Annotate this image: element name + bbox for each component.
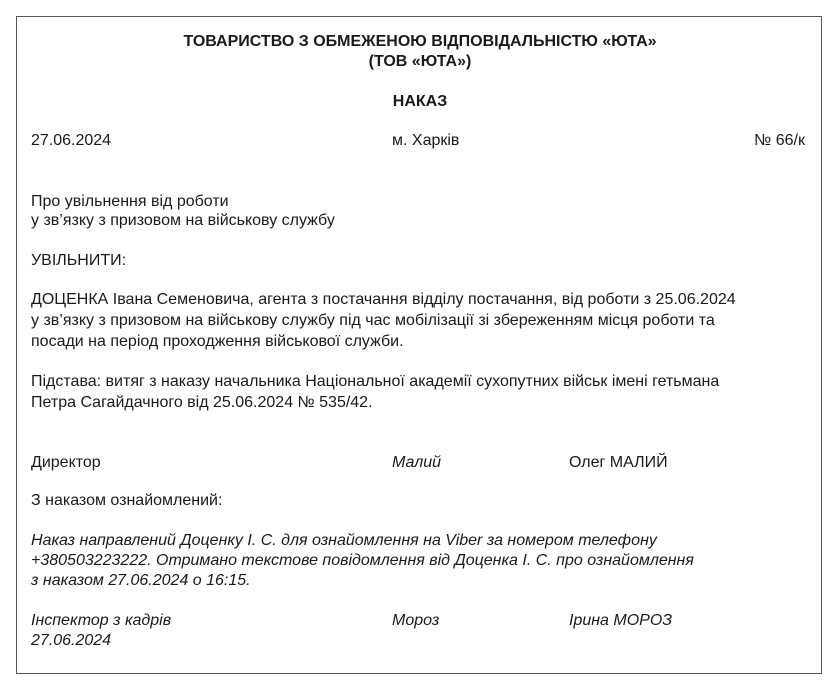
company-name: ТОВАРИСТВО З ОБМЕЖЕНОЮ ВІДПОВІДАЛЬНІСТЮ «ЮТА» [183,33,657,50]
director-name: Олег МАЛИЙ [569,454,668,471]
order-number: № 66/к [754,132,805,149]
order-city: м. Харків [392,132,460,149]
order-paragraph-line-3: посади на період проходження військової служби. [31,333,404,350]
inspector-signature: Мороз [392,612,440,629]
subject-line-1: Про увільнення від роботи [31,193,229,210]
document-type-title: НАКАЗ [392,93,448,110]
inspector-date: 27.06.2024 [31,632,112,649]
document-page [16,16,822,674]
acquainted-note-line-1: Наказ направлений Доценку І. С. для ознайомлення на Viber за номером телефону [31,532,657,549]
director-position: Директор [31,454,101,471]
director-signature: Малий [392,454,442,471]
subject-line-2: у зв’язку з призовом на військову службу [31,212,335,229]
acquainted-note-line-2: +380503223222. Отримано текстове повідомлення від Доценка І. С. про ознайомлення [31,552,694,569]
order-paragraph-line-2: у зв’язку з призовом на військову службу під час мобілізації зі збереженням місця роботи та [31,312,715,329]
order-paragraph-line-1: ДОЦЕНКА Івана Семеновича, агента з постачання відділу постачання, від роботи з 25.06.2024 [31,291,736,308]
basis-line-2: Петра Сагайдачного від 25.06.2024 № 535/42. [31,394,373,411]
order-date: 27.06.2024 [31,132,112,149]
acquainted-note-line-3: з наказом 27.06.2024 о 16:15. [31,572,251,589]
acquainted-label: З наказом ознайомлений: [31,492,223,509]
basis-line-1: Підстава: витяг з наказу начальника Національної академії сухопутних військ імені гетьмана [31,373,720,390]
company-short-name: (ТОВ «ЮТА») [368,53,472,70]
order-verb: УВІЛЬНИТИ: [31,252,127,269]
inspector-name: Ірина МОРОЗ [569,612,673,629]
inspector-position: Інспектор з кадрів [31,612,172,629]
